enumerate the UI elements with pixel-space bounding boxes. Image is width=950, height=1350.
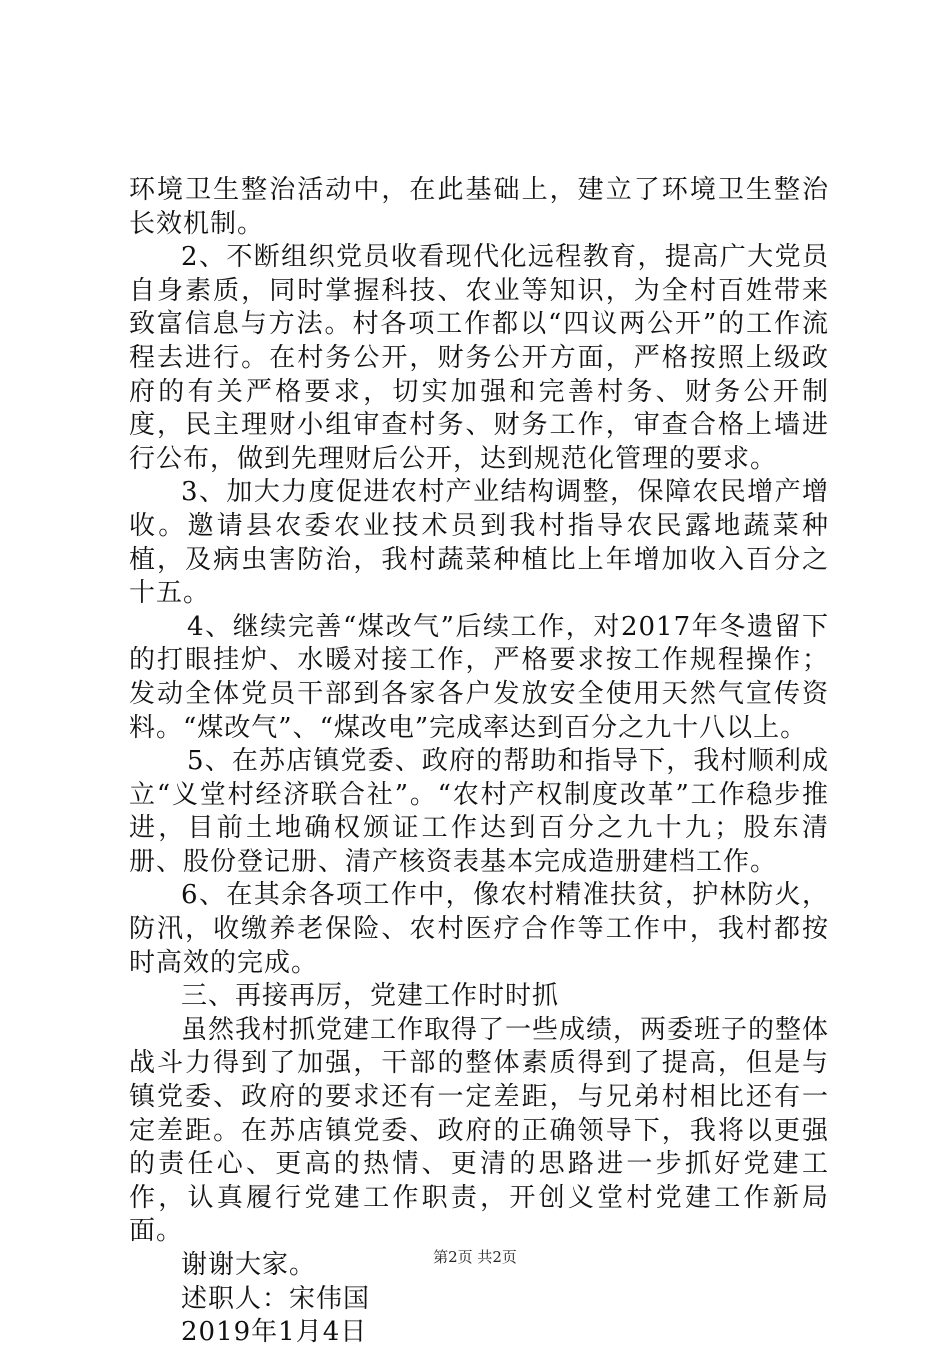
document-body	[129, 174, 829, 1350]
report-date: 2019年1月4日	[181, 1317, 368, 1348]
paragraph-item-3: 3、加大力度促进农村产业结构调整，保障农民增产增收。邀请县农委农业技术员到我村指导农民露地蔬菜种植，及病虫害防治，我村蔬菜种植比上年增加收入百分之十五。	[129, 477, 829, 609]
page-footer: 第2页 共2页	[433, 1248, 517, 1266]
paragraph-item-4: 4、继续完善“煤改气”后续工作，对2017年冬遗留下的打眼挂炉、水暖对接工作，严格要求按工作规程操作；发动全体党员干部到各家各户发放安全使用天然气宣传资料。“煤改气”、“煤改电”完成率达到百分之九十八以上。	[129, 611, 829, 743]
closing-thanks: 谢谢大家。	[181, 1250, 317, 1280]
paragraph-continuation: 环境卫生整治活动中，在此基础上，建立了环境卫生整治长效机制。	[129, 175, 829, 239]
paragraph-item-2: 2、不断组织党员收看现代化远程教育，提高广大党员自身素质，同时掌握科技、农业等知识，为全村百姓带来致富信息与方法。村各项工作都以“四议两公开”的工作流程去进行。在村务公开，财务公开方面，严格按照上级政府的有关严格要求，切实加强和完善村务、财务公开制度，民主理财小组审查村务、财务工作，审查合格上墙进行公布，做到先理财后公开，达到规范化管理的要求。	[129, 242, 829, 474]
paragraph-item-6: 6、在其余各项工作中，像农村精准扶贫，护林防火，防汛，收缴养老保险、农村医疗合作等工作中，我村都按时高效的完成。	[129, 880, 829, 978]
section-heading: 三、再接再厉，党建工作时时抓	[181, 981, 560, 1012]
paragraph-item-5: 5、在苏店镇党委、政府的帮助和指导下，我村顺利成立“义堂村经济联合社”。“农村产权制度改革”工作稳步推进，目前土地确权颁证工作达到百分之九十九；股东清册、股份登记册、清产核资表基本完成造册建档工作。	[129, 746, 829, 877]
paragraph-conclusion: 虽然我村抓党建工作取得了一些成绩，两委班子的整体战斗力得到了加强，干部的整体素质得到了提高，但是与镇党委、政府的要求还有一定差距，与兄弟村相比还有一定差距。在苏店镇党委、政府的正确领导下，我将以更强的责任心、更高的热情、更清的思路进一步抓好党建工作，认真履行党建工作职责，开创义堂村党建工作新局面。	[129, 1014, 830, 1247]
reporter-signature: 述职人：宋伟国	[181, 1283, 371, 1314]
